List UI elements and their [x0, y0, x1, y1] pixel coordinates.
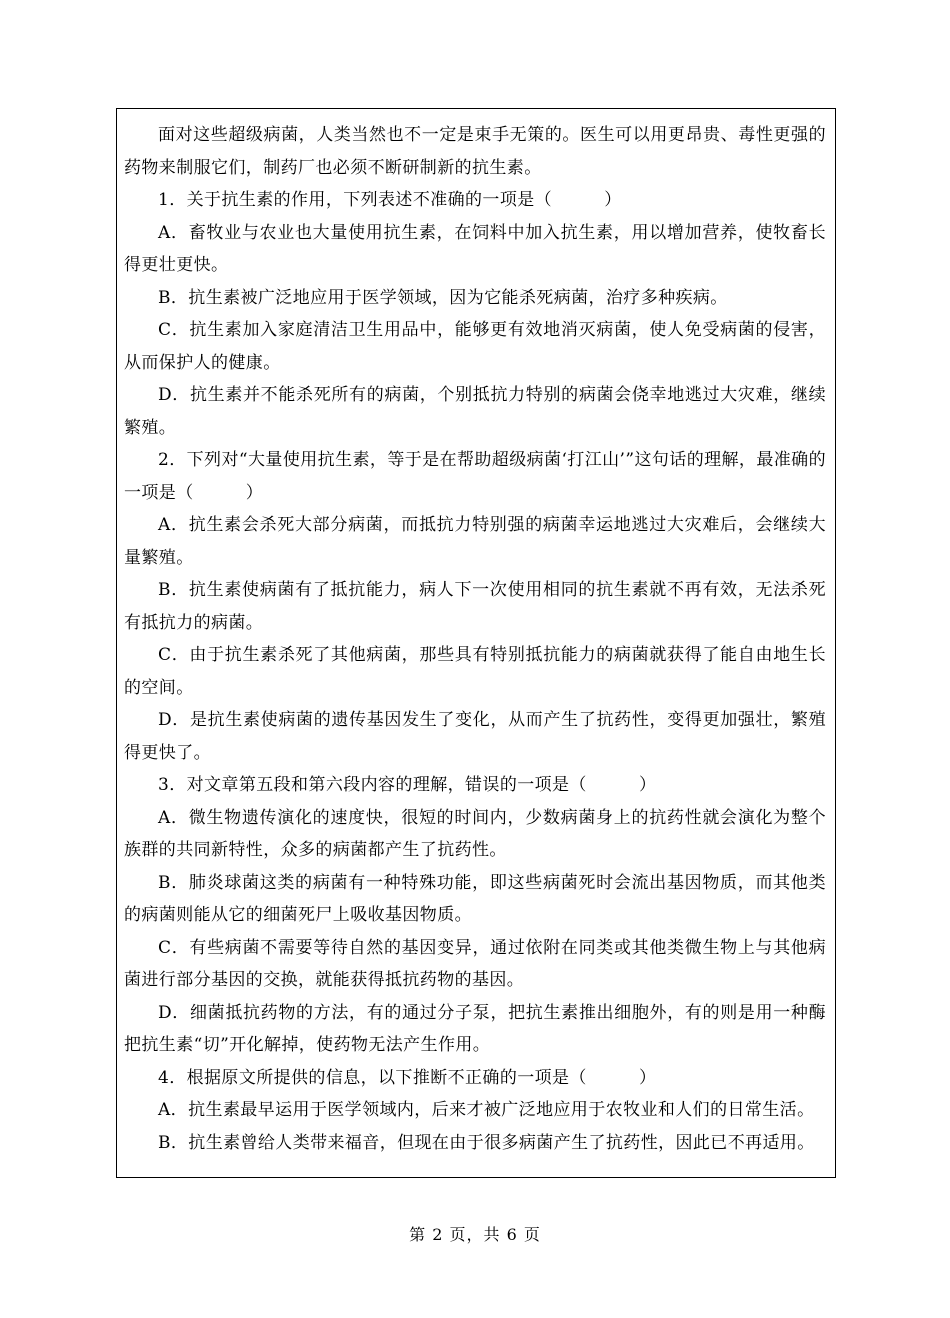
question-1-stem: 1．关于抗生素的作用，下列表述不准确的一项是（ ） [158, 190, 622, 210]
question-1-option-d: D．抗生素并不能杀死所有的病菌，个别抵抗力特别的病菌会侥幸地逃过大灾难，继续繁殖。 [124, 385, 826, 438]
page-number: 第 2 页，共 6 页 [409, 1225, 541, 1244]
question-1-option-b: B．抗生素被广泛地应用于医学领域，因为它能杀死病菌，治疗多种疾病。 [158, 287, 728, 308]
question-1-option-a: A．畜牧业与农业也大量使用抗生素，在饲料中加入抗生素，用以增加营养，使牧畜长得更壮更快。 [124, 222, 826, 275]
question-2-stem: 2．下列对“大量使用抗生素，等于是在帮助超级病菌‘打江山’”这句话的理解，最准确的一项是（ ） [124, 450, 826, 503]
question-3-option-d: D．细菌抵抗药物的方法，有的通过分子泵，把抗生素推出细胞外，有的则是用一种酶把抗生素“切”开化解掉，使药物无法产生作用。 [124, 1002, 826, 1055]
question-3-stem: 3．对文章第五段和第六段内容的理解，错误的一项是（ ） [158, 775, 657, 795]
question-4-option-b: B．抗生素曾给人类带来福音，但现在由于很多病菌产生了抗药性，因此已不再适用。 [158, 1132, 815, 1153]
question-4-stem: 4．根据原文所提供的信息，以下推断不正确的一项是（ ） [158, 1067, 657, 1088]
question-3-option-b: B．肺炎球菌这类的病菌有一种特殊功能，即这些病菌死时会流出基因物质，而其他类的病菌则能从它的细菌死尸上吸收基因物质。 [124, 872, 826, 925]
question-2-option-b: B．抗生素使病菌有了抵抗能力，病人下一次使用相同的抗生素就不再有效，无法杀死有抵抗力的病菌。 [124, 580, 826, 633]
question-3-option-c: C．有些病菌不需要等待自然的基因变异，通过依附在同类或其他类微生物上与其他病菌进行部分基因的交换，就能获得抵抗药物的基因。 [124, 937, 826, 990]
question-2-option-a: A．抗生素会杀死大部分病菌，而抵抗力特别强的病菌幸运地逃过大灾难后，会继续大量繁殖。 [124, 515, 826, 568]
passage-paragraph: 面对这些超级病菌，人类当然也不一定是束手无策的。医生可以用更昂贵、毒性更强的药物来制服它们，制药厂也必须不断研制新的抗生素。 [124, 125, 826, 178]
question-4-option-a: A．抗生素最早运用于医学领域内，后来才被广泛地应用于农牧业和人们的日常生活。 [158, 1100, 815, 1120]
question-2-option-c: C．由于抗生素杀死了其他病菌，那些具有特别抵抗能力的病菌就获得了能自由地生长的空间。 [124, 645, 826, 698]
question-3-option-a: A．微生物遗传演化的速度快，很短的时间内，少数病菌身上的抗药性就会演化为整个族群的共同新特性，众多的病菌都产生了抗药性。 [124, 807, 826, 860]
question-1-option-c: C．抗生素加入家庭清洁卫生用品中，能够更有效地消灭病菌，使人免受病菌的侵害，从而保护人的健康。 [124, 320, 826, 373]
question-2-option-d: D．是抗生素使病菌的遗传基因发生了变化，从而产生了抗药性，变得更加强壮，繁殖得更快了。 [124, 710, 826, 763]
document-body [124, 119, 826, 1159]
